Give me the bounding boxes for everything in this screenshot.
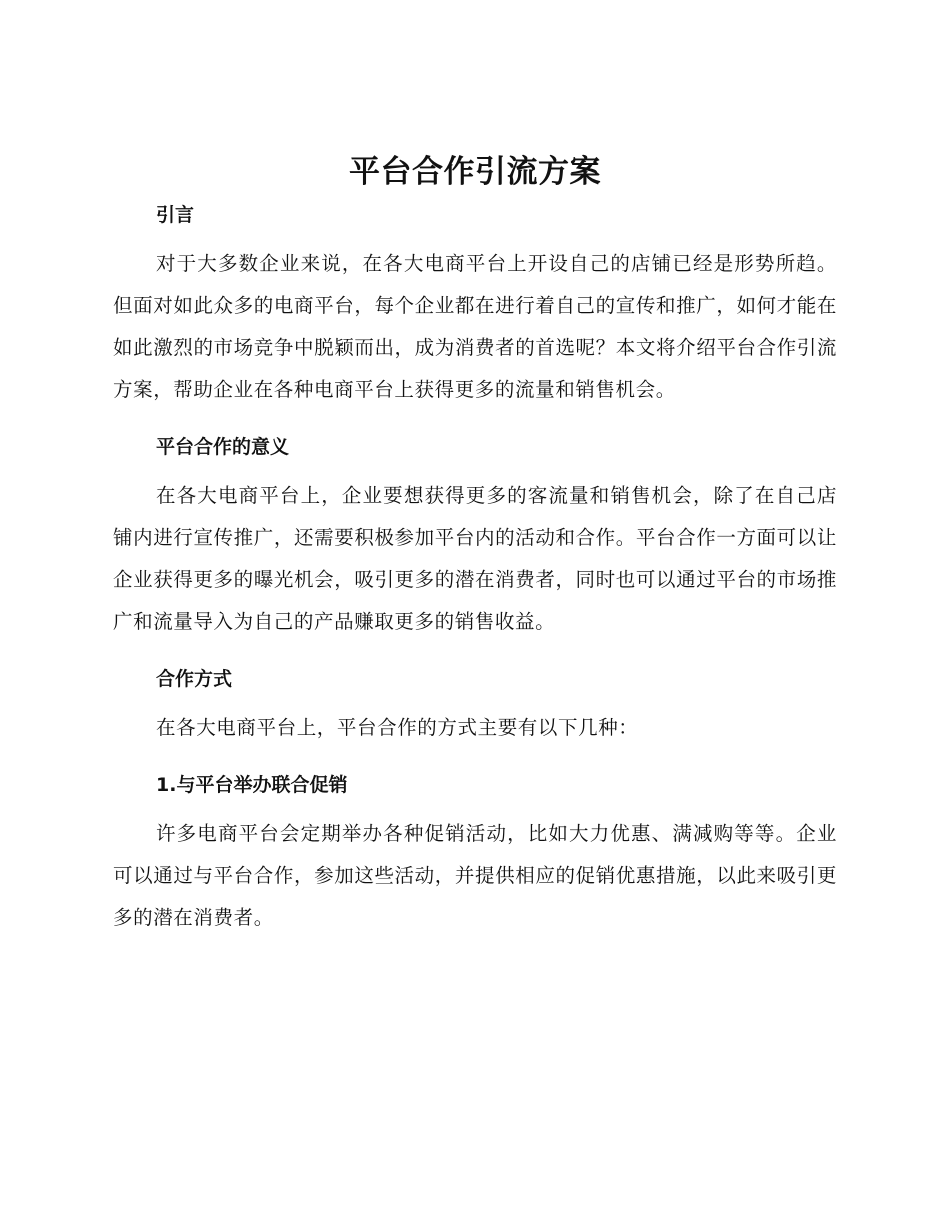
document-page (113, 150, 837, 939)
section-heading-intro: 引言 (156, 204, 195, 226)
paragraph-intro: 对于大多数企业来说，在各大电商平台上开设自己的店铺已经是形势所趋。但面对如此众多的电商平台，每个企业都在进行着自己的宣传和推广，如何才能在如此激烈的市场竞争中脱颖而出，成为消费者的首选呢？本文将介绍平台合作引流方案，帮助企业在各种电商平台上获得更多的流量和销售机会。 (113, 252, 837, 401)
paragraph-method1: 许多电商平台会定期举办各种促销活动，比如大力优惠、满减购等等。企业可以通过与平台合作，参加这些活动，并提供相应的促销优惠措施，以此来吸引更多的潜在消费者。 (113, 822, 837, 929)
paragraph-meaning: 在各大电商平台上，企业要想获得更多的客流量和销售机会，除了在自己店铺内进行宣传推广，还需要积极参加平台内的活动和合作。平台合作一方面可以让企业获得更多的曝光机会，吸引更多的潜在消费者，同时也可以通过平台的市场推广和流量导入为自己的产品赚取更多的销售收益。 (113, 484, 837, 633)
document-title: 平台合作引流方案 (349, 154, 601, 190)
paragraph-methods: 在各大电商平台上，平台合作的方式主要有以下几种： (156, 716, 639, 739)
section-heading-methods: 合作方式 (156, 668, 233, 690)
section-heading-meaning: 平台合作的意义 (156, 436, 290, 458)
section-heading-method1: 1.与平台举办联合促销 (156, 774, 348, 796)
